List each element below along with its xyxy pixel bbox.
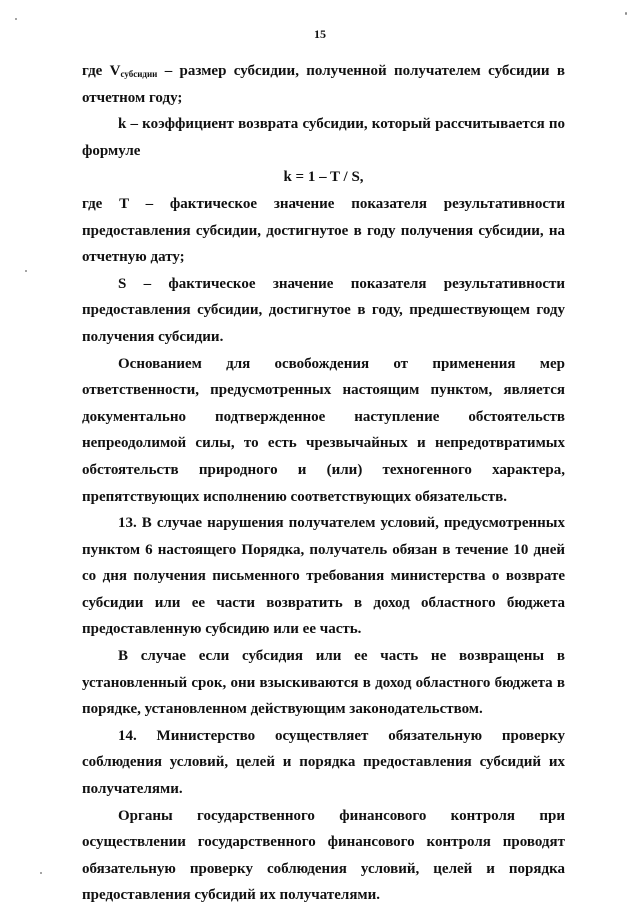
paragraph-recovery: В случае если субсидия или ее часть не возвращены в установленный срок, они взыскиваются в доход областного бюджета в порядке, установленном действующим законодательством.: [82, 648, 565, 718]
paragraph-financial-control: Органы государственного финансового контроля при осуществлении государственного финансового контроля проводят обязательную проверку соблюдения условий, целей и порядка предоставления субсидий их получателями.: [82, 807, 565, 904]
page-number: 15: [314, 27, 326, 41]
paragraph-section-13: 13. В случае нарушения получателем условий, предусмотренных пунктом 6 настоящего Порядка, получатель обязан в течение 10 дней со дня получения письменного требования министерства о возврате субсидии или ее части возвратить в доход областного бюджета предоставленную субсидию или ее часть.: [82, 515, 565, 638]
scan-dot-top-right: [625, 12, 627, 15]
paragraph-coefficient-k: k – коэффициент возврата субсидии, который рассчитывается по формуле: [82, 116, 565, 159]
v-definition-text: – размер субсидии, полученной получателем субсидии в отчетном году;: [82, 63, 565, 106]
formula: k = 1 – T / S,: [283, 169, 364, 186]
document-body: [82, 58, 565, 909]
v-prefix: где V: [82, 63, 121, 79]
paragraph-subsidy-amount-definition: [82, 58, 565, 111]
paragraph-force-majeure: Основанием для освобождения от применения мер ответственности, предусмотренных настоящим пунктом, является документально подтвержденное наступление обстоятельств непреодолимой силы, то есть чрезвычайных и непредотвратимых обстоятельств природного и (или) техногенного характера, препятствующих исполнению соответствующих обязательств.: [82, 355, 565, 505]
v-subscript: субсидии: [120, 69, 158, 79]
scan-dot-mid-left: [25, 270, 27, 272]
paragraph-s-definition: S – фактическое значение показателя результативности предоставления субсидии, достигнутое в году, предшествующем году получения субсидии.: [82, 275, 565, 345]
paragraph-section-14: 14. Министерство осуществляет обязательную проверку соблюдения условий, целей и порядка предоставления субсидий их получателями.: [82, 727, 565, 798]
scan-dot-top-left: [15, 18, 17, 20]
scan-dot-bottom-left: [40, 872, 42, 874]
paragraph-t-definition: где T – фактическое значение показателя результативности предоставления субсидии, достигнутое в году получения субсидии, на отчетную дату;: [82, 195, 565, 266]
